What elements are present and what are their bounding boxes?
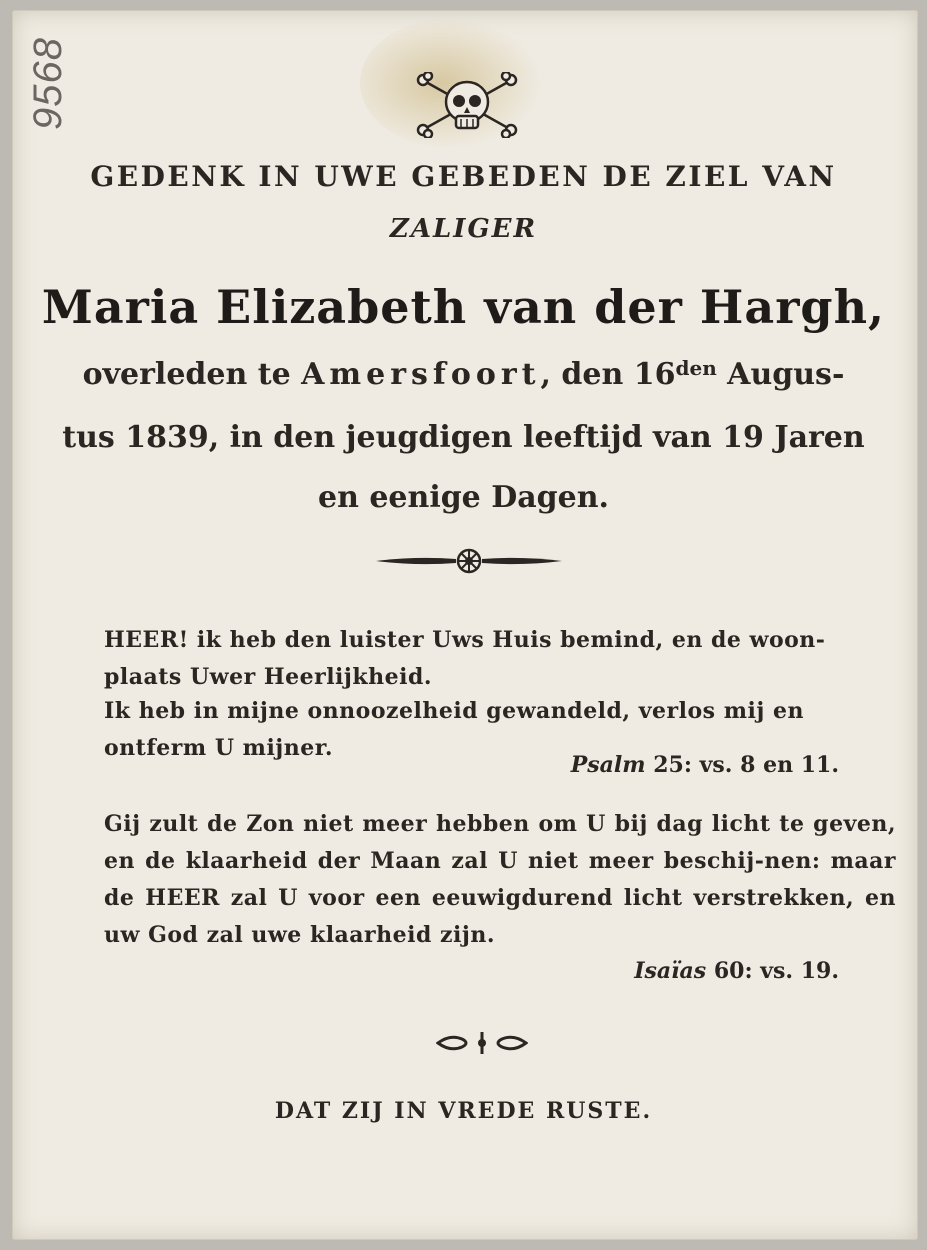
heading: GEDENK IN UWE GEBEDEN DE ZIEL VAN <box>90 160 837 193</box>
verse2-reference: Isaïas 60: vs. 19. <box>634 958 839 984</box>
death-line-2: tus 1839, in den jeugdigen leeftijd van 19 Jaren <box>62 420 865 455</box>
small-ornament-icon <box>436 1030 528 1056</box>
subheading: ZALIGER <box>389 214 538 244</box>
skull-and-crossbones-icon <box>414 72 520 138</box>
closing-line: DAT ZIJ IN VREDE RUSTE. <box>274 1098 653 1124</box>
death-line-3: en eenige Dagen. <box>317 480 609 515</box>
verse2-text: Gij zult de Zon niet meer hebben om U bij dag licht te geven, en de klaarheid der Maan zal U niet meer beschij-nen: maar de HEER zal U voor een eeuwigdurend licht verstrekken, en uw God zal uwe klaarheid zijn. <box>104 811 896 948</box>
verse1-paragraph2: Ik heb in mijne onnoozelheid gewandeld, verlos mij en ontferm U mijner. <box>104 698 804 761</box>
deceased-name: Maria Elizabeth van der Hargh, <box>41 280 886 334</box>
catalog-number: 9568 <box>26 37 70 130</box>
death-line-1: overleden te Amersfoort, den $16^{den}$ Augus- <box>82 356 845 392</box>
verse1-reference: Psalm 25: vs. 8 en 11. <box>570 752 839 778</box>
verse1-paragraph1: HEER! ik heb den luister Uws Huis bemind, en de woon-plaats Uwer Heerlijkheid. <box>104 627 826 690</box>
ornamental-rule-icon <box>376 546 562 576</box>
